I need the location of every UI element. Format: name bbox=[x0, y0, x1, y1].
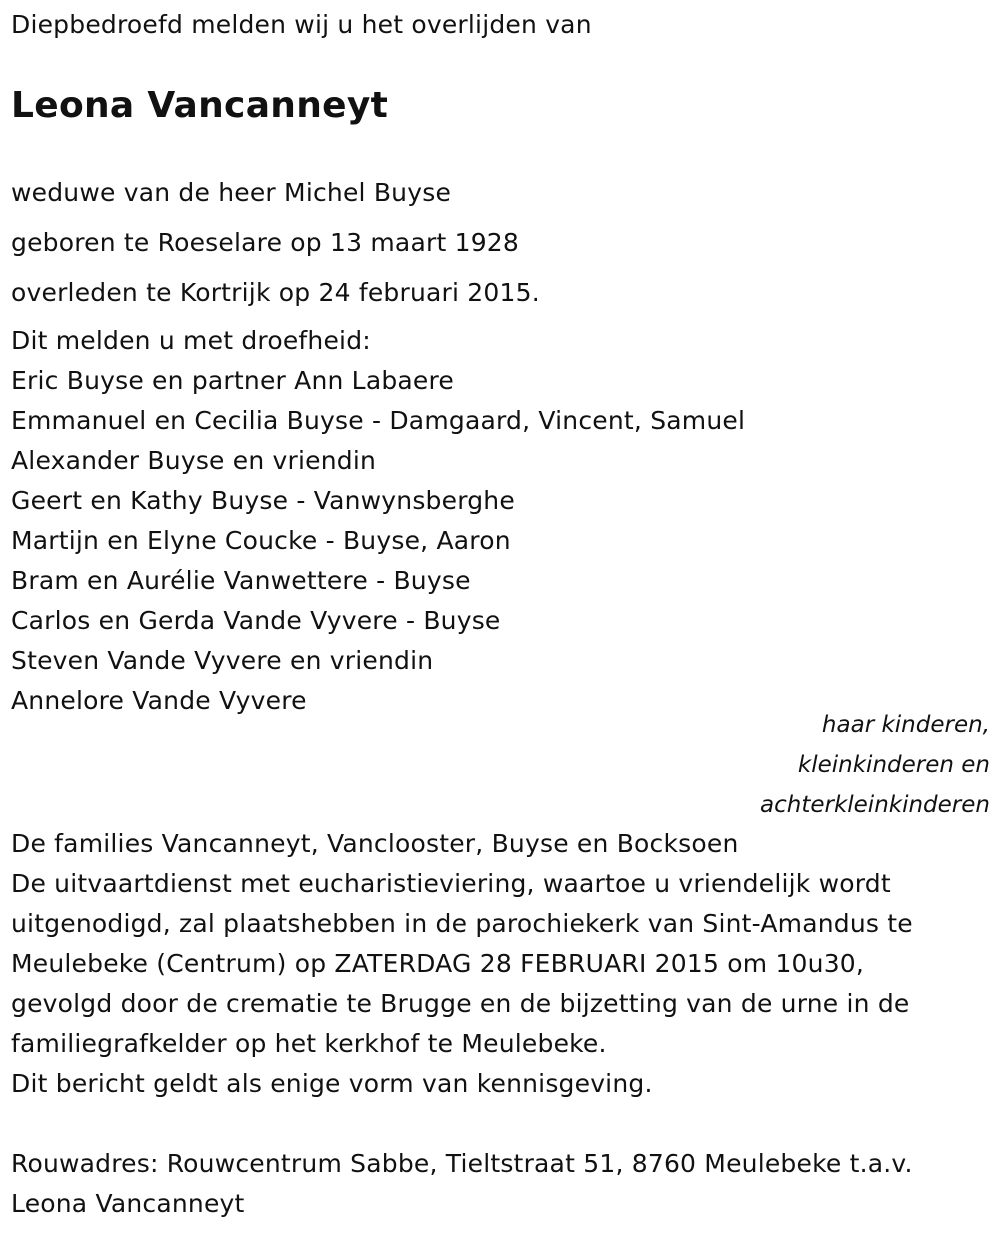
notice-line: Dit bericht geldt als enige vorm van kennisgeving. bbox=[11, 1069, 653, 1098]
deceased-name: Leona Vancanneyt bbox=[11, 85, 389, 126]
service-line: familiegrafkelder op het kerkhof te Meulebeke. bbox=[11, 1029, 607, 1058]
spouse-line: weduwe van de heer Michel Buyse bbox=[11, 178, 452, 207]
service-line: gevolgd door de crematie te Brugge en de bijzetting van de urne in de bbox=[11, 989, 910, 1018]
mourner-line: Geert en Kathy Buyse - Vanwynsberghe bbox=[11, 486, 515, 515]
mourner-line: Emmanuel en Cecilia Buyse - Damgaard, Vincent, Samuel bbox=[11, 406, 746, 435]
service-line: De uitvaartdienst met eucharistieviering, waartoe u vriendelijk wordt bbox=[11, 869, 891, 898]
families-line: De families Vancanneyt, Vanclooster, Buyse en Bocksoen bbox=[11, 829, 739, 858]
death-line: overleden te Kortrijk op 24 februari 2015. bbox=[11, 278, 540, 307]
address-line: Rouwadres: Rouwcentrum Sabbe, Tieltstraat 51, 8760 Meulebeke t.a.v. bbox=[11, 1149, 913, 1178]
mourners-intro: Dit melden u met droefheid: bbox=[11, 326, 371, 355]
mourner-line: Alexander Buyse en vriendin bbox=[11, 446, 377, 475]
service-line: Meulebeke (Centrum) op ZATERDAG 28 FEBRUARI 2015 om 10u30, bbox=[11, 949, 865, 978]
service-line: uitgenodigd, zal plaatshebben in de parochiekerk van Sint-Amandus te bbox=[11, 909, 913, 938]
mourner-line: Eric Buyse en partner Ann Labaere bbox=[11, 366, 455, 395]
relation-line: haar kinderen, bbox=[821, 712, 990, 738]
relation-line: kleinkinderen en bbox=[797, 752, 990, 778]
mourner-line: Annelore Vande Vyvere bbox=[11, 686, 307, 715]
mourner-line: Steven Vande Vyvere en vriendin bbox=[11, 646, 434, 675]
mourner-line: Martijn en Elyne Coucke - Buyse, Aaron bbox=[11, 526, 511, 555]
mourner-line: Carlos en Gerda Vande Vyvere - Buyse bbox=[11, 606, 501, 635]
relation-line: achterkleinkinderen bbox=[760, 792, 990, 818]
address-line: Leona Vancanneyt bbox=[11, 1189, 245, 1218]
birth-line: geboren te Roeselare op 13 maart 1928 bbox=[11, 228, 520, 257]
intro-text: Diepbedroefd melden wij u het overlijden van bbox=[11, 10, 592, 39]
mourner-line: Bram en Aurélie Vanwettere - Buyse bbox=[11, 566, 471, 595]
